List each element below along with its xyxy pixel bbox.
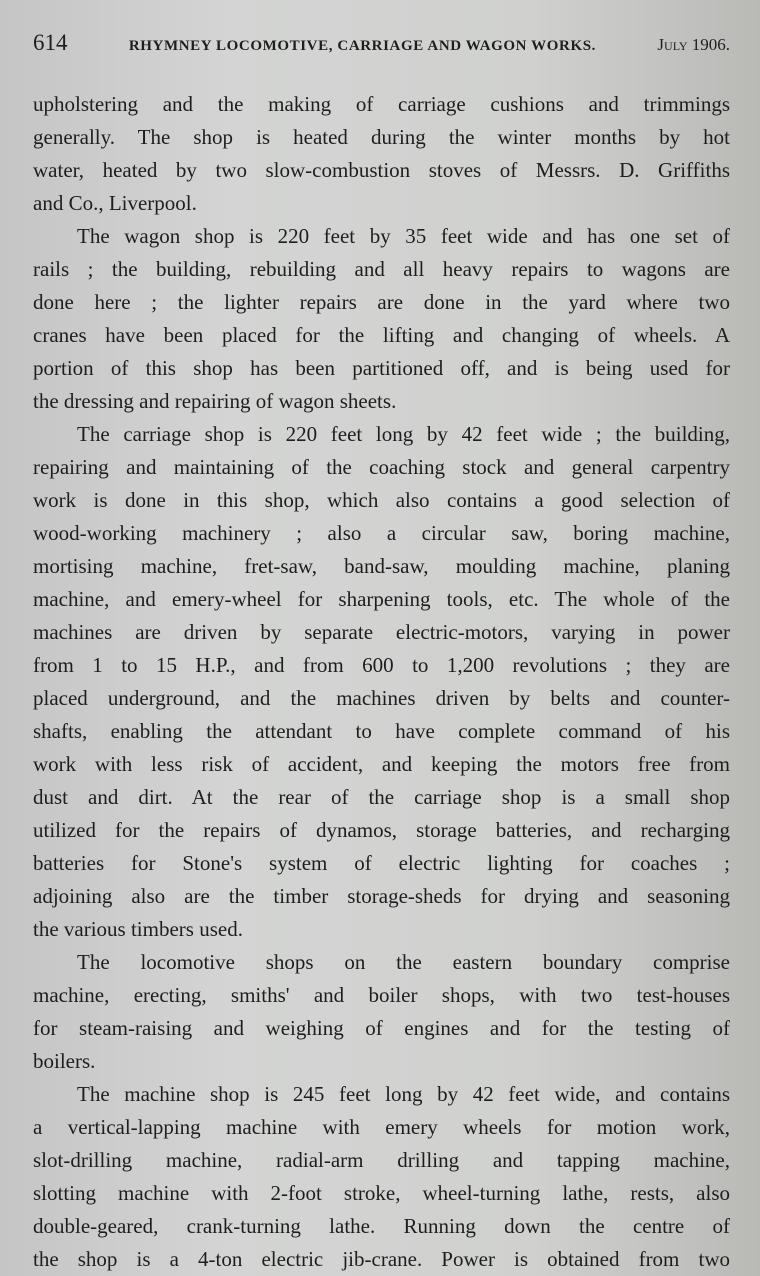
text-line: placed underground, and the machines driven by belts and counter- [33,686,730,710]
text-line: done here ; the lighter repairs are done in the yard where two [33,290,730,314]
page-number: 614 [33,30,68,55]
text-line: water, heated by two slow-combustion stoves of Messrs. D. Griffiths [33,158,730,182]
text-line: the various timbers used. [33,917,243,941]
text-line: the dressing and repairing of wagon sheets. [33,389,397,413]
text-line: for steam-raising and weighing of engines and for the testing of [33,1016,730,1040]
text-line: machine, and emery-wheel for sharpening tools, etc. The whole of the [33,587,730,611]
text-line: repairing and maintaining of the coaching stock and general carpentry [33,455,730,479]
text-line: cranes have been placed for the lifting and changing of wheels. A [33,323,730,347]
text-line: and Co., Liverpool. [33,191,197,215]
issue-date: July 1906. [657,35,730,54]
text-line: slot-drilling machine, radial-arm drilling and tapping machine, [33,1148,730,1172]
running-header [33,30,730,60]
text-line: machines are driven by separate electric-motors, varying in power [33,620,730,644]
text-line: from 1 to 15 H.P., and from 600 to 1,200 revolutions ; they are [33,653,730,677]
text-line: double-geared, crank-turning lathe. Running down the centre of [33,1214,730,1238]
text-line: The machine shop is 245 feet long by 42 feet wide, and contains [77,1082,730,1106]
text-line: generally. The shop is heated during the winter months by hot [33,125,730,149]
text-line: the shop is a 4-ton electric jib-crane. Power is obtained from two [33,1247,730,1271]
text-line: adjoining also are the timber storage-sheds for drying and seasoning [33,884,730,908]
text-line: dust and dirt. At the rear of the carriage shop is a small shop [33,785,730,809]
text-line: work is done in this shop, which also contains a good selection of [33,488,730,512]
text-line: batteries for Stone's system of electric lighting for coaches ; [33,851,730,875]
text-line: slotting machine with 2-foot stroke, wheel-turning lathe, rests, also [33,1181,730,1205]
text-line: portion of this shop has been partitioned off, and is being used for [33,356,730,380]
text-line: shafts, enabling the attendant to have complete command of his [33,719,730,743]
text-line: machine, erecting, smiths' and boiler shops, with two test-houses [33,983,730,1007]
text-line: The wagon shop is 220 feet by 35 feet wide and has one set of [77,224,730,248]
text-line: wood-working machinery ; also a circular saw, boring machine, [33,521,730,545]
text-line: rails ; the building, rebuilding and all heavy repairs to wagons are [33,257,730,281]
running-title: RHYMNEY LOCOMOTIVE, CARRIAGE AND WAGON WORKS. [128,38,597,54]
text-line: a vertical-lapping machine with emery wheels for motion work, [33,1115,730,1139]
body-text [33,88,730,1276]
text-line: work with less risk of accident, and keeping the motors free from [33,752,730,776]
text-line: The locomotive shops on the eastern boundary comprise [77,950,730,974]
text-line: utilized for the repairs of dynamos, storage batteries, and recharging [33,818,730,842]
text-line: upholstering and the making of carriage cushions and trimmings [33,92,730,116]
text-line: mortising machine, fret-saw, band-saw, moulding machine, planing [33,554,730,578]
text-line: The carriage shop is 220 feet long by 42 feet wide ; the building, [77,422,730,446]
text-line: boilers. [33,1049,96,1073]
